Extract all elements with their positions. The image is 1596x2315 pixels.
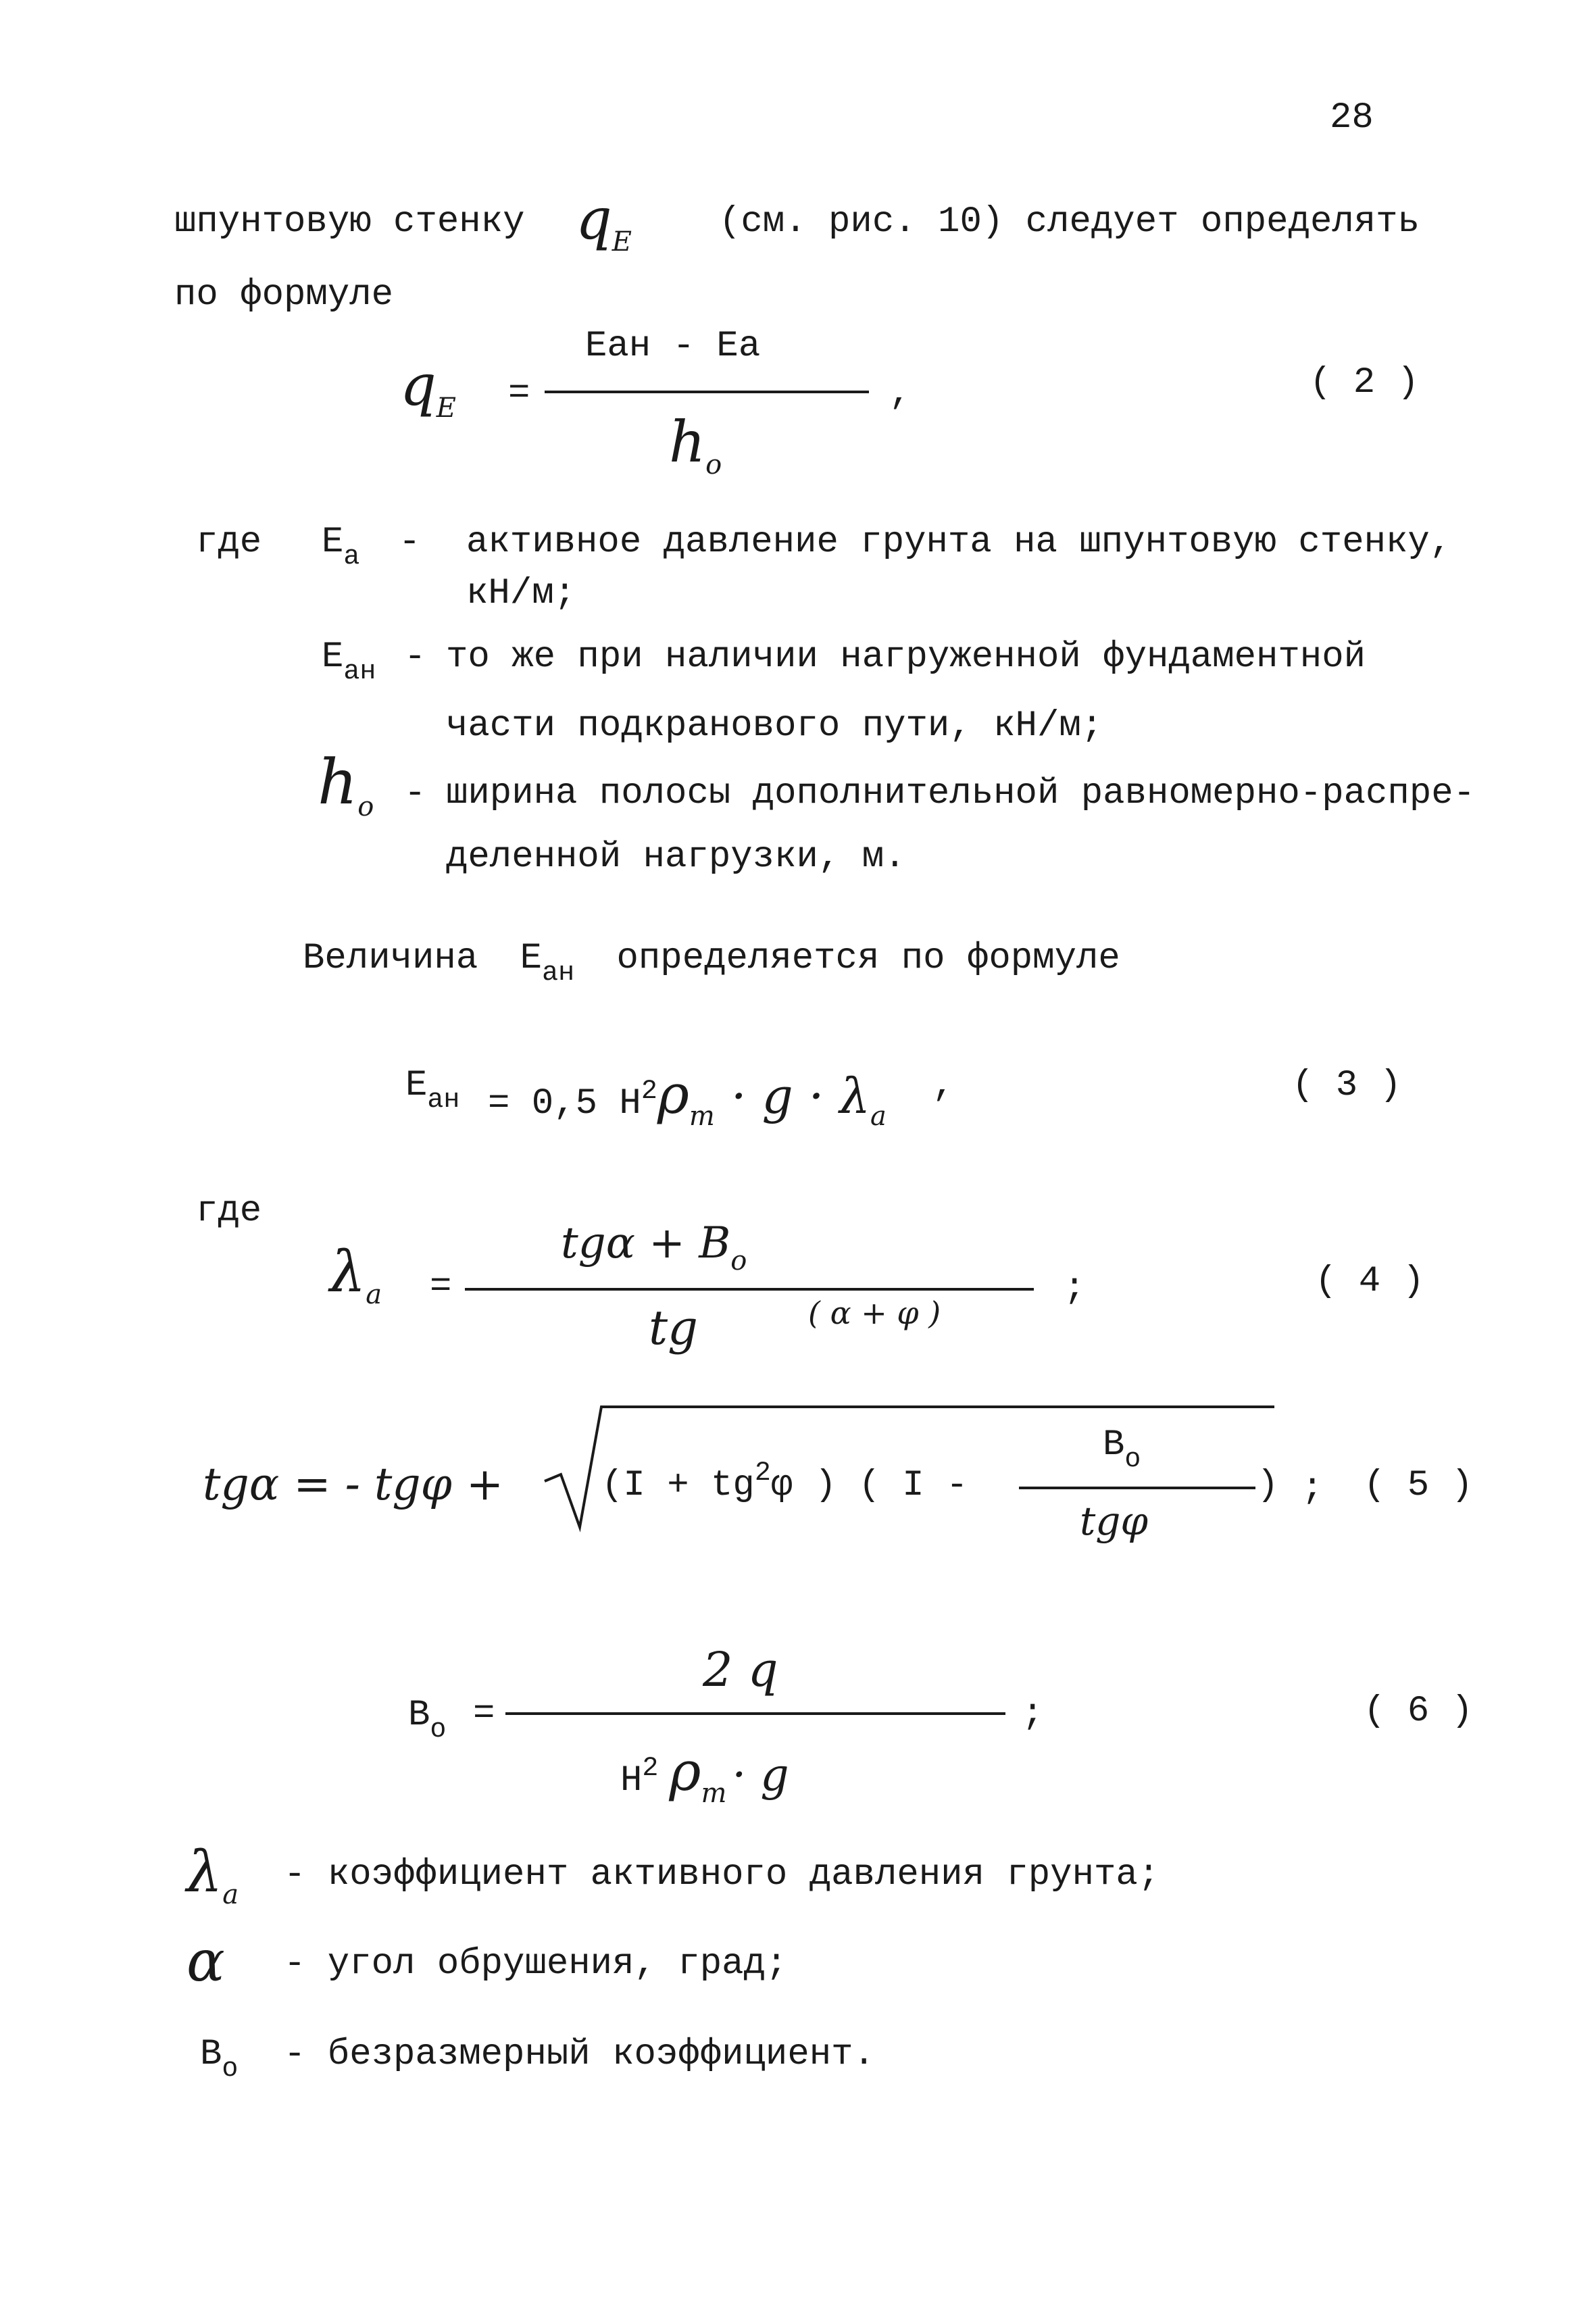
def-symbol: $E_{ан}$ (322, 637, 376, 687)
page-number: 28 (1330, 97, 1374, 139)
def-text: деленной нагрузки, м. (446, 837, 906, 878)
intro-line1-start: шпунтовую стенку (174, 201, 525, 243)
formula-4-den-arg: ( α + φ ) (808, 1295, 941, 1331)
def2-text: - угол обрушения, град; (284, 1943, 788, 1985)
formula-6-lhs: $B_o$ (408, 1695, 447, 1745)
formula-4-number: ( 4 ) (1315, 1261, 1425, 1302)
q-symbol: $q_E$ (576, 186, 632, 257)
formula-6-number: ( 6 ) (1364, 1691, 1474, 1732)
def-text: ширина полосы дополнительной равномерно-распре- (446, 773, 1476, 814)
formula-6-tail: ; (1022, 1693, 1044, 1735)
formula-3-number: ( 3 ) (1292, 1065, 1402, 1106)
intro-line2: по формуле (174, 274, 394, 316)
formula-2-denominator: $h_o$ (669, 409, 722, 480)
def2-symbol: α (186, 1928, 225, 1994)
equals-sign: = (473, 1693, 495, 1735)
formula-5-lhs: tgα = - tgφ + (203, 1458, 504, 1510)
formula-3-lhs: $E_{ан}$ (405, 1065, 460, 1116)
def2-symbol: $\lambda_a$ (186, 1839, 239, 1910)
def2-text: - безразмерный коэффициент. (284, 2034, 875, 2075)
def-text: то же при наличии нагруженной фундаментной (446, 637, 1366, 678)
formula-5-frac-num: $B_o$ (1103, 1424, 1141, 1475)
fraction-bar (1019, 1487, 1255, 1489)
formula-4-numerator: $tg\alpha + B_o$ (561, 1218, 747, 1276)
def2-symbol: $B_o$ (200, 2034, 239, 2085)
formula-4-tail: ; (1064, 1268, 1086, 1309)
formula-4-lhs: $\lambda_a$ (330, 1239, 382, 1310)
formula-6-numerator: 2 q (703, 1642, 778, 1697)
intro-line1-end: (см. рис. 10) следует определять (719, 201, 1420, 243)
formula-2-tail: , (889, 373, 912, 414)
formula-5-inner: ($I + tg^2\varphi$ ) ( I - (601, 1458, 968, 1506)
formula-5-tail: ; (1301, 1468, 1324, 1509)
fraction-bar (505, 1712, 1005, 1715)
formula-4-denominator: tg (649, 1300, 698, 1355)
def-dash: - (399, 522, 421, 563)
where-label: где (196, 1191, 262, 1232)
def-symbol: $E_а$ (322, 522, 360, 572)
fraction-bar (465, 1288, 1034, 1291)
formula-3-rhs: = 0,5 $H^2\rho_m \cdot g \cdot \lambda_a$ (488, 1063, 887, 1132)
formula-2-lhs: $q_E$ (400, 352, 456, 424)
formula-2-numerator: Eан - Eа (585, 326, 761, 367)
eq3-intro: Величина $E_{ан}$ определяется по формуле (303, 938, 1120, 989)
formula-5-close: ) (1257, 1465, 1279, 1506)
def2-text: - коэффициент активного давления грунта; (284, 1854, 1160, 1895)
def-dash: - (404, 637, 426, 678)
fraction-bar (545, 391, 869, 393)
def-symbol: ho (318, 746, 374, 822)
formula-3-tail: , (932, 1065, 955, 1106)
formula-2-number: ( 2 ) (1310, 362, 1420, 403)
def-text: активное давление грунта на шпунтовую стенку, (466, 522, 1452, 563)
def-dash: - (404, 773, 426, 814)
where-label: где (196, 522, 262, 563)
def-text: кН/м; (466, 573, 576, 614)
formula-5-number: ( 5 ) (1364, 1465, 1474, 1506)
equals-sign: = (508, 373, 530, 414)
formula-5-frac-den: tgφ (1080, 1498, 1149, 1544)
equals-sign: = (430, 1266, 452, 1308)
def-text: части подкранового пути, кН/м; (446, 705, 1103, 747)
formula-6-denominator: $H^2$ $\rho_m \cdot g$ (620, 1740, 789, 1809)
